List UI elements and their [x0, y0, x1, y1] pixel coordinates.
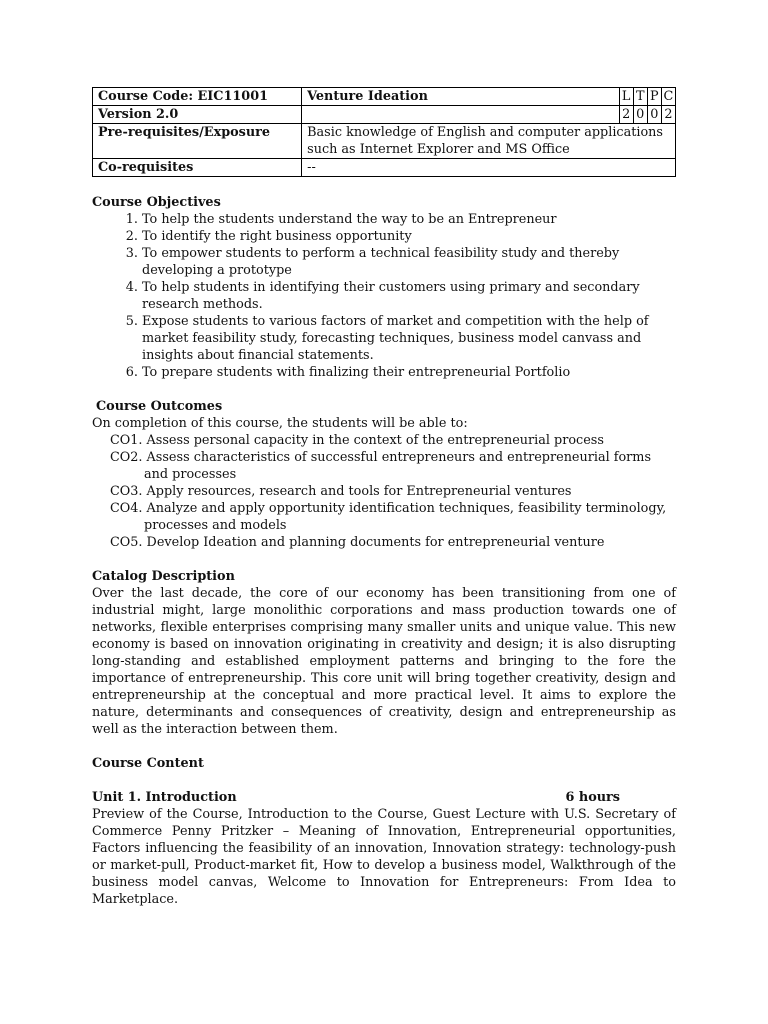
unit-1-body: Preview of the Course, Introduction to the Course, Guest Lecture with U.S. Secretary of Commerce Penny Pritzker – Meaning of Innovation, Entrepreneurial opportunities, Factors influencing the feasibility of an innovation, Innovation strategy: technology-push or market-pull, Product-market fit, How to develop a business model, Walkthrough of the business model canvas, Welcome to Innovation for Entrepreneurs: From Idea to Marketplace. — [92, 807, 676, 907]
unit-1-header — [92, 789, 676, 806]
course-title-cell: Venture Ideation — [302, 88, 620, 106]
document-page — [92, 87, 676, 908]
course-code-cell: Course Code: EIC11001 — [93, 88, 302, 106]
ltpc-header-c: C — [661, 88, 675, 106]
ltpc-value-l: 2 — [619, 106, 633, 124]
outcomes-intro: On completion of this course, the students will be able to: — [92, 416, 468, 431]
prereq-label-cell: Pre-requisites/Exposure — [93, 124, 302, 159]
outcomes-list — [92, 432, 676, 551]
list-item: 5. Expose students to various factors of market and competition with the help of market feasibility study, forecasting techniques, business model canvass and insights about financial statements. — [142, 313, 676, 364]
version-cell: Version 2.0 — [93, 106, 302, 124]
ltpc-header-l: L — [619, 88, 633, 106]
coreq-value-cell: -- — [302, 159, 676, 177]
catalog-heading: Catalog Description — [92, 569, 235, 584]
list-item: 4. To help students in identifying their customers using primary and secondary research methods. — [142, 279, 676, 313]
list-item: CO2. Assess characteristics of successful entrepreneurs and entrepreneurial forms and processes — [110, 450, 652, 482]
table-row — [93, 124, 676, 159]
content-heading: Course Content — [92, 756, 204, 771]
unit-1-title: Unit 1. Introduction — [92, 790, 237, 805]
table-row — [93, 159, 676, 177]
version-blank-cell — [302, 106, 620, 124]
ltpc-value-c: 2 — [661, 106, 675, 124]
ltpc-header-t: T — [633, 88, 647, 106]
coreq-label-cell: Co-requisites — [93, 159, 302, 177]
course-info-table — [92, 87, 676, 177]
unit-1-hours: 6 hours — [565, 790, 620, 805]
objectives-list — [92, 211, 676, 381]
list-item: CO4. Analyze and apply opportunity identification techniques, feasibility terminology, processes and models — [110, 501, 667, 533]
list-item: 6. To prepare students with finalizing their entrepreneurial Portfolio — [142, 364, 676, 381]
prereq-value-cell: Basic knowledge of English and computer applications such as Internet Explorer and MS Office — [302, 124, 676, 159]
list-item: 1. To help the students understand the way to be an Entrepreneur — [142, 211, 676, 228]
ltpc-value-t: 0 — [633, 106, 647, 124]
table-row — [93, 88, 676, 106]
outcomes-heading: Course Outcomes — [96, 399, 223, 414]
list-item: CO3. Apply resources, research and tools for Entrepreneurial ventures — [110, 484, 572, 499]
list-item: CO1. Assess personal capacity in the context of the entrepreneurial process — [110, 433, 604, 448]
list-item: 2. To identify the right business opportunity — [142, 228, 676, 245]
ltpc-value-p: 0 — [647, 106, 661, 124]
table-row — [93, 106, 676, 124]
list-item: CO5. Develop Ideation and planning documents for entrepreneurial venture — [110, 535, 605, 550]
objectives-heading: Course Objectives — [92, 195, 221, 210]
catalog-body: Over the last decade, the core of our economy has been transitioning from one of industrial might, large monolithic corporations and mass production towards one of networks, flexible enterprises comprising many smaller units and unique value. This new economy is based on innovation originating in creativity and design; it is also disrupting long-standing and established employment patterns and bringing to the fore the importance of entrepreneurship. This core unit will bring together creativity, design and entrepreneurship at the conceptual and more practical level. It aims to explore the nature, determinants and consequences of creativity, design and entrepreneurship as well as the interaction between them. — [92, 586, 676, 737]
ltpc-header-p: P — [647, 88, 661, 106]
list-item: 3. To empower students to perform a technical feasibility study and thereby developing a prototype — [142, 245, 676, 279]
